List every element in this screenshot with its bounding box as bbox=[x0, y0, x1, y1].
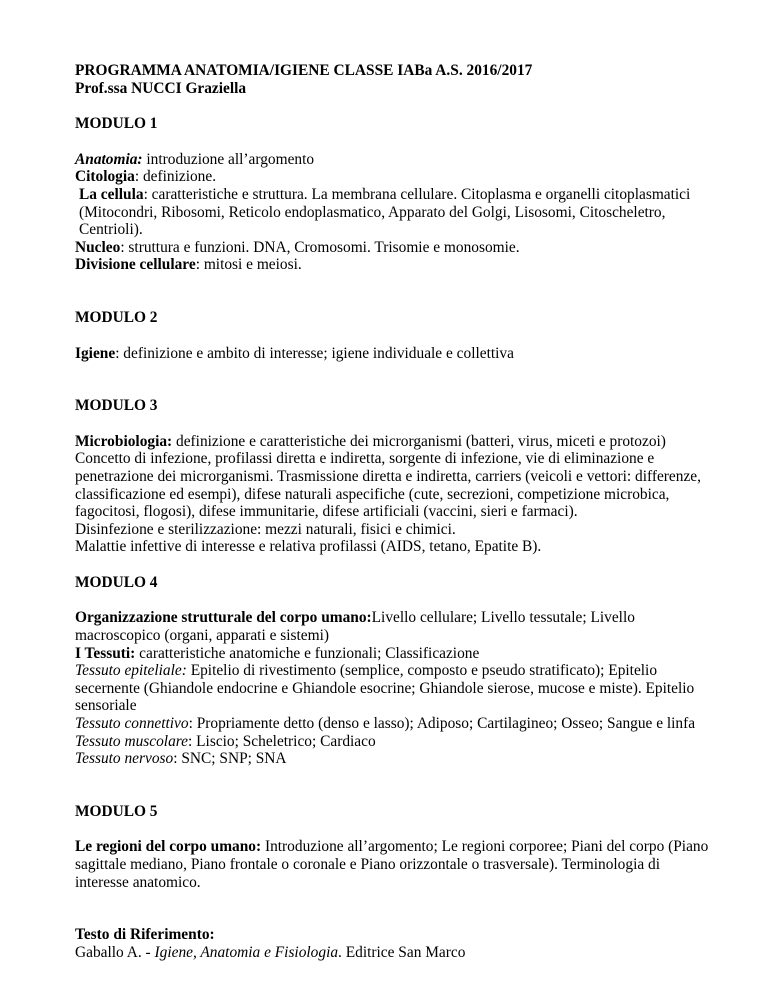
riferimento-heading: Testo di Riferimento: bbox=[75, 926, 215, 944]
muscolare-text: : Liscio; Scheletrico; Cardiaco bbox=[188, 732, 376, 750]
nervoso-label: Tessuto nervoso bbox=[75, 750, 174, 768]
nucleo-line bbox=[75, 239, 715, 257]
nucleo-text: : struttura e funzioni. DNA, Cromosomi. Trisomie e monosomie. bbox=[120, 238, 520, 256]
riferimento-author: Gaballo A. - bbox=[75, 943, 155, 961]
nucleo-label: Nucleo bbox=[75, 238, 121, 256]
modulo-1-heading: MODULO 1 bbox=[75, 115, 158, 133]
divisione-line bbox=[75, 256, 715, 274]
disinfezione-line: Disinfezione e sterilizzazione: mezzi naturali, fisici e chimici. bbox=[75, 520, 456, 538]
igiene-label: Igiene bbox=[75, 344, 116, 362]
modulo-3-heading: MODULO 3 bbox=[75, 397, 158, 415]
divisione-label: Divisione cellulare bbox=[75, 256, 196, 274]
anatomia-label: Anatomia: bbox=[75, 150, 143, 168]
regioni-label: Le regioni del corpo umano: bbox=[75, 838, 262, 856]
malattie-line: Malattie infettive di interesse e relativa profilassi (AIDS, tetano, Epatite B). bbox=[75, 538, 542, 556]
connettivo-paragraph bbox=[75, 715, 715, 733]
organizzazione-text: Livello cellulare; Livello tessutale; Livello macroscopico (organi, apparati e sistemi) bbox=[75, 609, 635, 645]
organizzazione-label: Organizzazione strutturale del corpo umano: bbox=[75, 609, 372, 627]
igiene-text: : definizione e ambito di interesse; igiene individuale e collettiva bbox=[115, 344, 514, 362]
document-title: PROGRAMMA ANATOMIA/IGIENE CLASSE IABa A.S. 2016/2017 bbox=[75, 62, 533, 79]
tessuti-line bbox=[75, 645, 715, 663]
tessuti-text: caratteristiche anatomiche e funzionali; Classificazione bbox=[135, 644, 480, 662]
muscolare-label: Tessuto muscolare bbox=[75, 732, 189, 750]
cellula-paragraph bbox=[75, 186, 715, 239]
tessuti-label: I Tessuti: bbox=[75, 644, 136, 662]
igiene-line bbox=[75, 345, 715, 363]
nervoso-text: : SNC; SNP; SNA bbox=[173, 750, 287, 768]
citologia-text: : definizione. bbox=[134, 168, 217, 186]
teacher-name: Prof.ssa NUCCI Graziella bbox=[75, 79, 247, 97]
modulo-2-heading: MODULO 2 bbox=[75, 308, 158, 326]
epiteliale-paragraph bbox=[75, 662, 715, 715]
nervoso-line bbox=[75, 750, 715, 768]
citologia-label: Citologia bbox=[75, 168, 135, 186]
cellula-label: La cellula bbox=[79, 185, 144, 203]
document-page bbox=[75, 62, 715, 961]
regioni-paragraph bbox=[75, 838, 715, 891]
epiteliale-label: Tessuto epiteliale: bbox=[75, 662, 187, 680]
citologia-line bbox=[75, 168, 715, 186]
anatomia-text: introduzione all’argomento bbox=[142, 150, 315, 168]
riferimento-book-title: Igiene, Anatomia e Fisiologia bbox=[154, 943, 339, 961]
header bbox=[75, 62, 715, 80]
anatomia-line bbox=[75, 151, 715, 169]
regioni-text: Introduzione all’argomento; Le regioni corporee; Piani del corpo (Piano sagittale mediano, Piano frontale o coronale e Piano orizzontale o trasversale). Terminologia di interesse anatomico. bbox=[75, 838, 709, 891]
muscolare-line bbox=[75, 733, 715, 751]
riferimento-publisher: . Editrice San Marco bbox=[338, 943, 466, 961]
modulo-4-heading: MODULO 4 bbox=[75, 573, 158, 591]
microbiologia-label: Microbiologia: bbox=[75, 432, 173, 450]
connettivo-text: : Propriamente detto (denso e lasso); Adiposo; Cartilagineo; Osseo; Sangue e linfa bbox=[188, 715, 696, 733]
modulo-5-heading: MODULO 5 bbox=[75, 802, 158, 820]
riferimento-line bbox=[75, 944, 715, 962]
cellula-text: : caratteristiche e struttura. La membrana cellulare. Citoplasma e organelli citoplasmatici (Mitocondri, Ribosomi, Reticolo endoplasmatico, Apparato del Golgi, Lisosomi, Citoscheletro, Centrioli). bbox=[79, 185, 691, 239]
divisione-text: : mitosi e meiosi. bbox=[195, 256, 302, 274]
microbiologia-paragraph bbox=[75, 433, 715, 521]
epiteliale-text: Epitelio di rivestimento (semplice, composto e pseudo stratificato); Epitelio secernente (Ghiandole endocrine e Ghiandole esocrine; Ghiandole sierose, mucose e miste). Epitelio sensoriale bbox=[75, 662, 695, 715]
connettivo-label: Tessuto connettivo bbox=[75, 715, 189, 733]
organizzazione-paragraph bbox=[75, 609, 715, 644]
microbiologia-text: definizione e caratteristiche dei microrganismi (batteri, virus, miceti e protozoi) Concetto di infezione, profilassi diretta e indiretta, sorgente di infezione, vie di eliminazione e penetrazione dei microrganismi. Trasmissione diretta e indiretta, carriers (veicoli e vettori: differenze, classificazione ed esempi), difese naturali aspecifiche (cute, secrezioni, competizione microbica, fagocitosi, flogosi), difese immunitarie, difese artificiali (vaccini, sieri e farmaci). bbox=[75, 432, 701, 521]
